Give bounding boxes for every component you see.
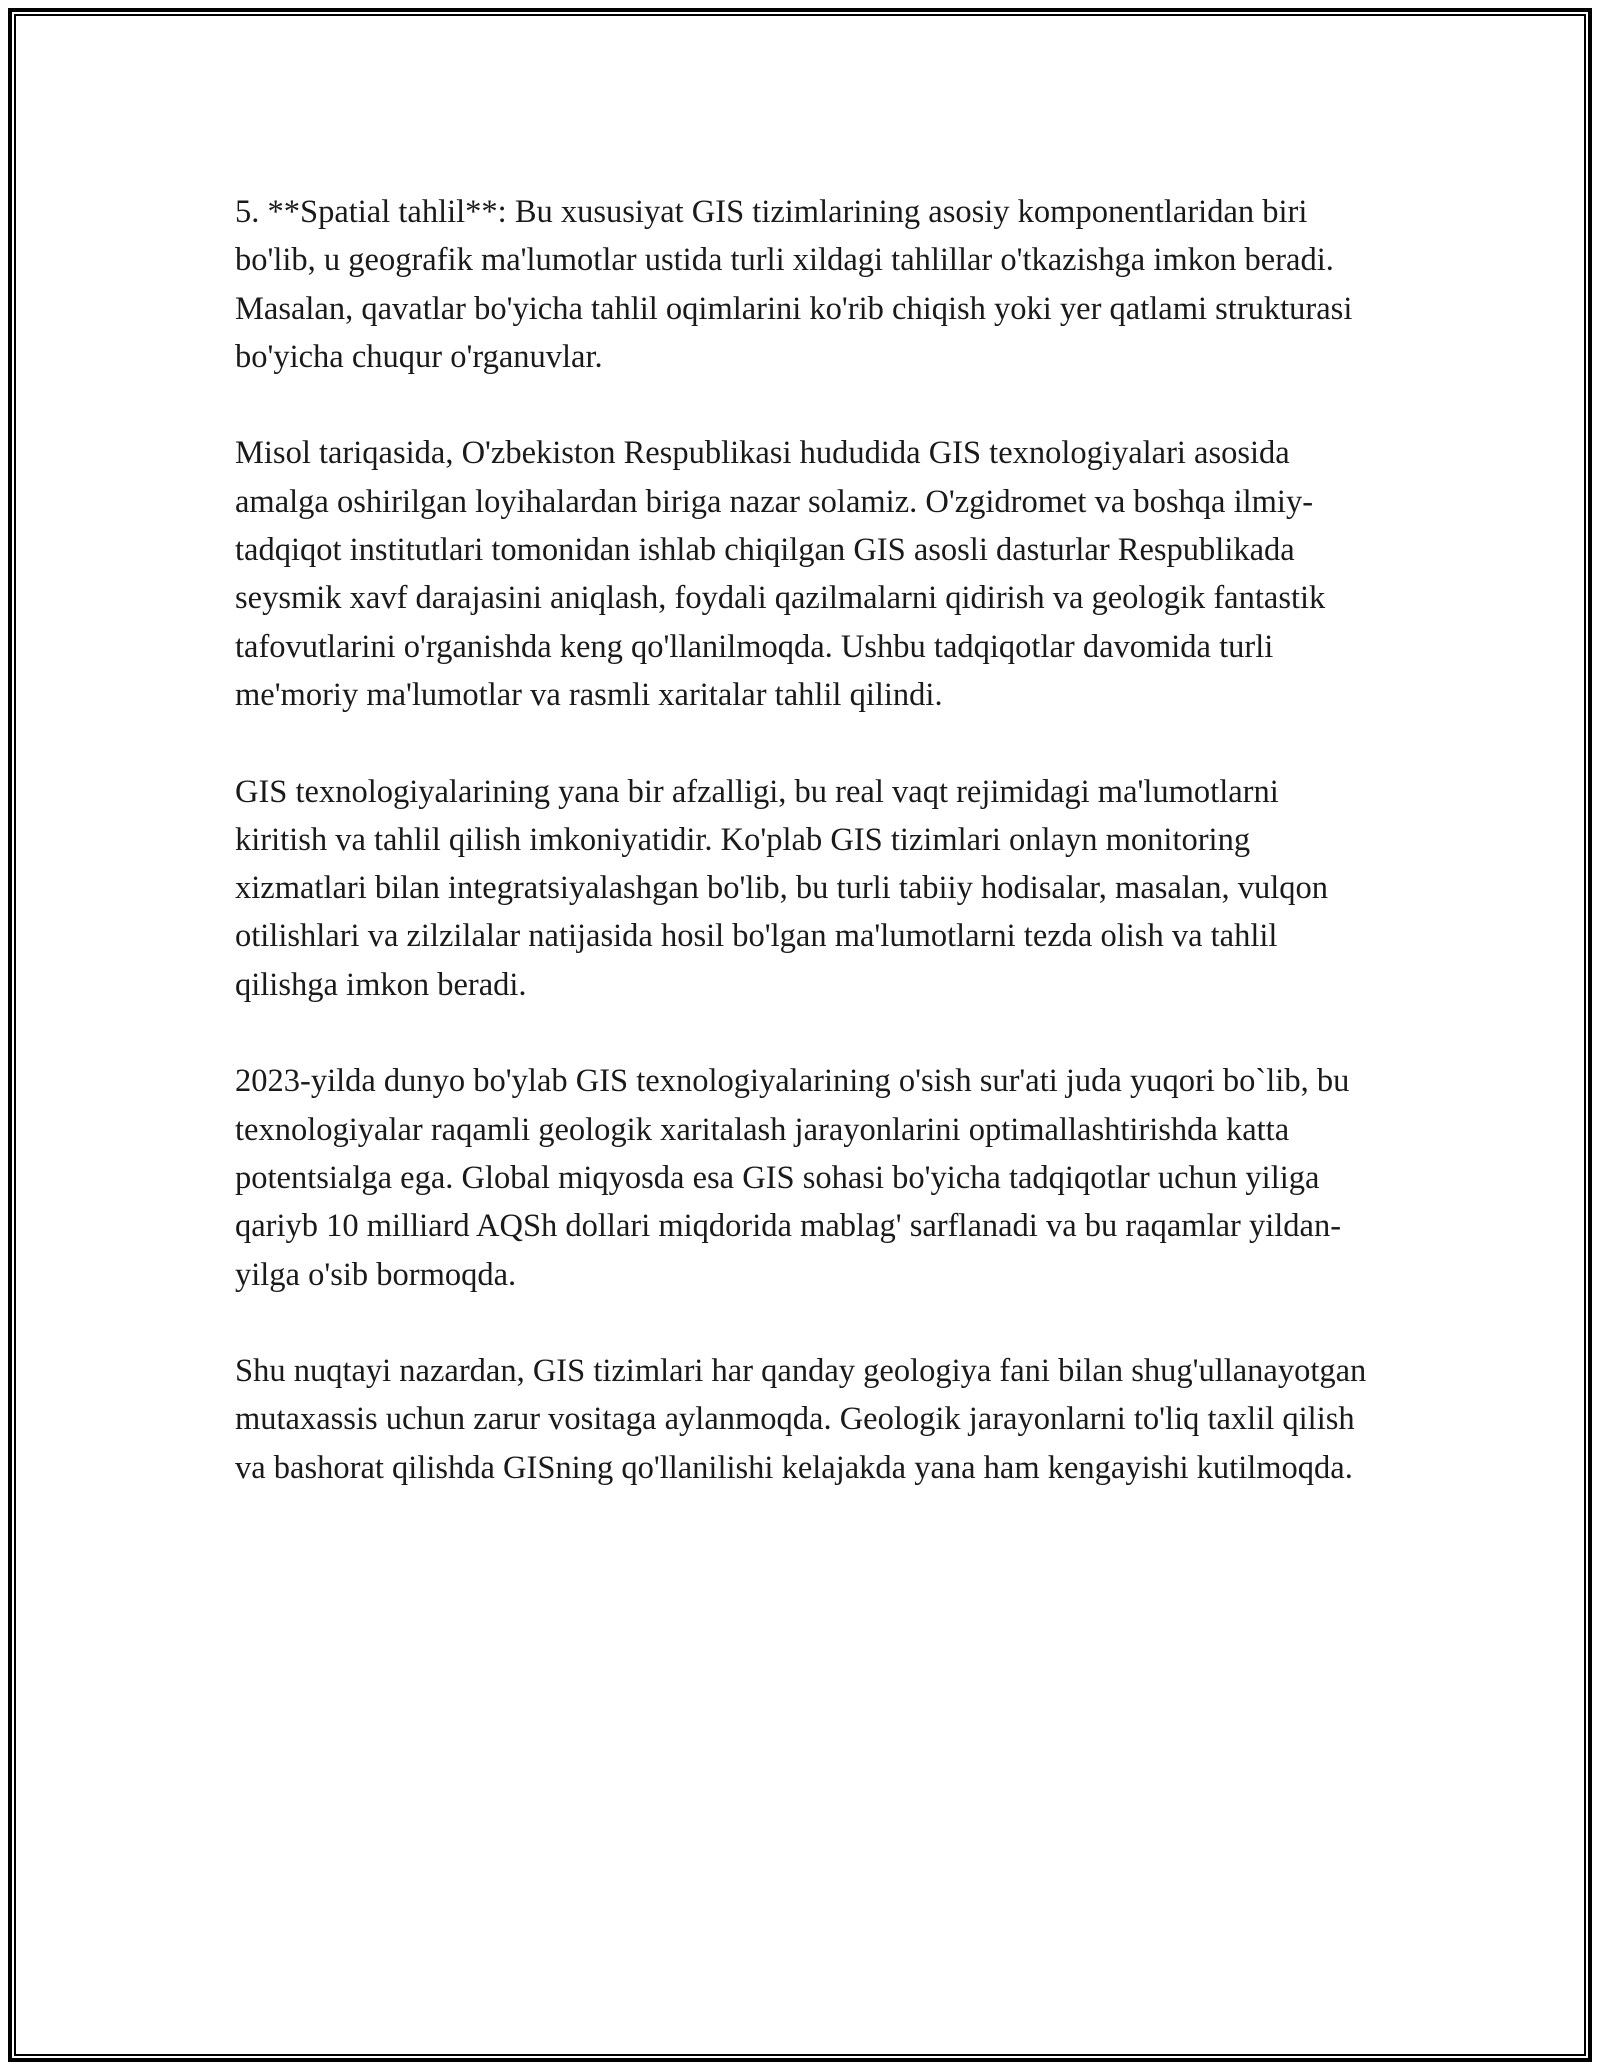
paragraph-conclusion: Shu nuqtayi nazardan, GIS tizimlari har qanday geologiya fani bilan shug'ullanayotgan mutaxassis uchun zarur vositaga aylanmoqda. Geologik jarayonlarni to'liq taxlil qilish va bashorat qilishda GISning qo'llanilishi kelajakda yana ham kengayishi kutilmoqda.	[235, 1353, 1367, 1486]
paragraph-real-time-data: GIS texnologiyalarining yana bir afzalligi, bu real vaqt rejimidagi ma'lumotlarni kiritish va tahlil qilish imkoniyatidir. Ko'plab GIS tizimlari onlayn monitoring xizmatlari bilan integratsiyalashgan bo'lib, bu turli tabiiy hodisalar, masalan, vulqon otilishlari va zilzilalar natijasida hosil bo'lgan ma'lumotlarni tezda olish va tahlil qilishga imkon beradi.	[235, 773, 1329, 1003]
paragraph-global-growth: 2023-yilda dunyo bo'ylab GIS texnologiyalarining o'sish sur'ati juda yuqori bo`lib, bu texnologiyalar raqamli geologik xaritalash jarayonlarini optimallashtirishda katta potentsialga ega. Global miqyosda esa GIS sohasi bo'yicha tadqiqotlar uchun yiliga qariyb 10 milliard AQSh dollari miqdorida mablag' sarflanadi va bu raqamlar yildan-yilga o'sib bormoqda.	[235, 1063, 1350, 1293]
paragraph-spatial-analysis: 5. **Spatial tahlil**: Bu xususiyat GIS tizimlarining asosiy komponentlaridan biri bo'lib, u geografik ma'lumotlar ustida turli xildagi tahlillar o'tkazishga imkon beradi. Masalan, qavatlar bo'yicha tahlil oqimlarini ko'rib chiqish yoki yer qatlami strukturasi bo'yicha chuqur o'rganuvlar.	[235, 194, 1353, 375]
document-body	[235, 188, 1375, 1540]
paragraph-uzbekistan-example: Misol tariqasida, O'zbekiston Respublikasi hududida GIS texnologiyalari asosida amalga oshirilgan loyihalardan biriga nazar solamiz. O'zgidromet va boshqa ilmiy-tadqiqot institutlari tomonidan ishlab chiqilgan GIS asosli dasturlar Respublikada seysmik xavf darajasini aniqlash, foydali qazilmalarni qidirish va geologik fantastik tafovutlarini o'rganishda keng qo'llanilmoqda. Ushbu tadqiqotlar davomida turli me'moriy ma'lumotlar va rasmli xaritalar tahlil qilindi.	[235, 435, 1326, 713]
